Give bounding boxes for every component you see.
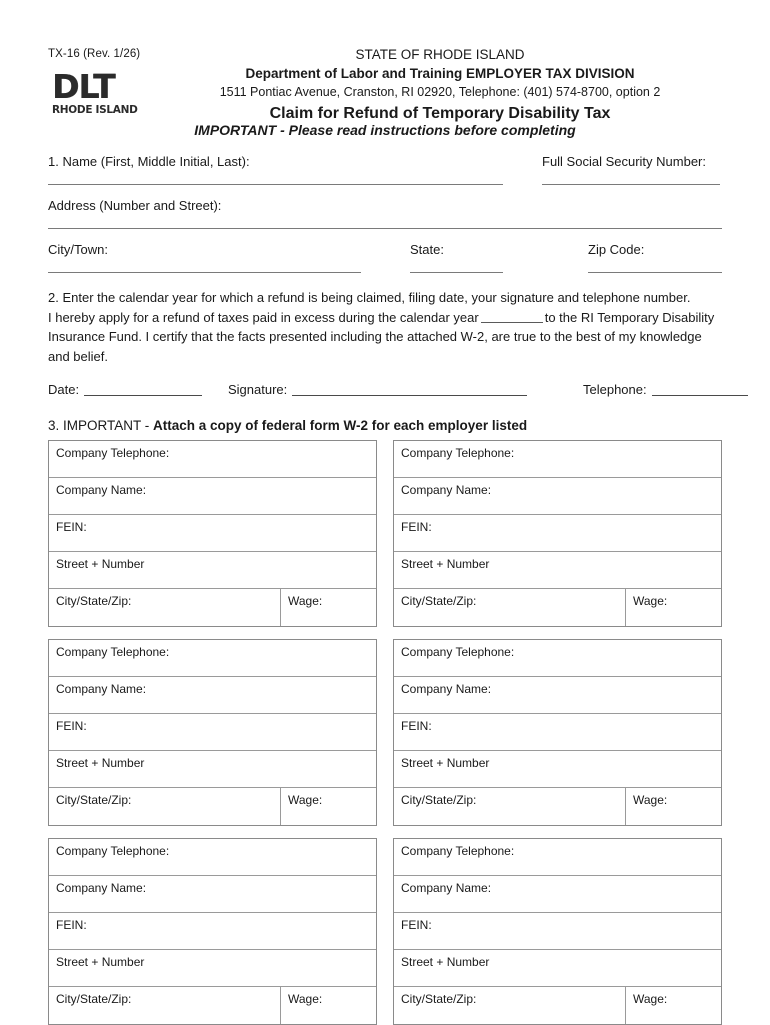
employer-city-state-zip-cell[interactable] (394, 788, 626, 825)
employer-company-name-row[interactable] (394, 478, 721, 515)
company-name-label: Company Name: (56, 483, 147, 497)
section-2-certification (0, 288, 770, 366)
fein-label: FEIN: (401, 520, 432, 534)
employer-city-state-zip-cell[interactable] (394, 987, 626, 1024)
date-input-line[interactable] (84, 382, 202, 396)
telephone-input-line[interactable] (652, 382, 748, 396)
employer-fein-row[interactable] (394, 913, 721, 950)
fein-label: FEIN: (401, 719, 432, 733)
employer-city-state-zip-cell[interactable] (49, 589, 281, 626)
city-input-line[interactable] (48, 272, 361, 273)
street-label: Street + Number (401, 557, 490, 571)
wage-label: Wage: (633, 992, 668, 1006)
logo-rhode-island-text: RHODE ISLAND (52, 104, 138, 116)
state-title: STATE OF RHODE ISLAND (355, 47, 525, 62)
city-state-zip-row (48, 242, 722, 286)
section-2-intro: 2. Enter the calendar year for which a refund is being claimed, filing date, your signature and telephone number. (48, 290, 691, 305)
employer-street-row[interactable] (394, 950, 721, 987)
name-label: 1. Name (First, Middle Initial, Last): (48, 154, 250, 169)
employer-company-telephone-row[interactable] (49, 640, 376, 677)
city-state-zip-label: City/State/Zip: (401, 793, 477, 807)
employer-wage-cell[interactable] (626, 589, 721, 626)
employer-company-name-row[interactable] (49, 876, 376, 913)
employer-city-wage-row (394, 788, 721, 825)
company-name-label: Company Name: (401, 483, 492, 497)
employer-group (48, 639, 722, 826)
wage-label: Wage: (633, 594, 668, 608)
employer-block (393, 838, 722, 1025)
city-state-zip-label: City/State/Zip: (401, 992, 477, 1006)
employer-fein-row[interactable] (49, 714, 376, 751)
employer-fein-row[interactable] (49, 913, 376, 950)
date-label: Date: (48, 382, 80, 397)
employer-wage-cell[interactable] (626, 788, 721, 825)
employer-street-row[interactable] (49, 751, 376, 788)
employer-block (393, 639, 722, 826)
city-state-zip-label: City/State/Zip: (56, 793, 132, 807)
state-label: State: (410, 242, 444, 257)
fein-label: FEIN: (401, 918, 432, 932)
form-header (0, 0, 770, 122)
employer-wage-cell[interactable] (281, 987, 376, 1024)
signature-label: Signature: (228, 382, 288, 397)
fein-label: FEIN: (56, 918, 87, 932)
employer-company-name-row[interactable] (49, 677, 376, 714)
logo-dlt-text: DLT (52, 67, 115, 106)
company-telephone-label: Company Telephone: (401, 446, 515, 460)
employer-company-name-row[interactable] (394, 677, 721, 714)
section-3-prefix: 3. IMPORTANT - (48, 418, 154, 433)
company-telephone-label: Company Telephone: (56, 446, 170, 460)
date-field (48, 382, 202, 397)
employer-company-telephone-row[interactable] (49, 839, 376, 876)
employer-block (48, 838, 377, 1025)
section-2-body-before: I hereby apply for a refund of taxes paid in excess during the calendar year (48, 309, 479, 325)
section-1-identification (0, 154, 770, 286)
section-3-heading (0, 418, 770, 433)
employer-fein-row[interactable] (49, 515, 376, 552)
company-name-label: Company Name: (56, 682, 147, 696)
signature-field (228, 382, 527, 397)
wage-label: Wage: (288, 793, 323, 807)
ssn-label: Full Social Security Number: (542, 154, 706, 169)
employer-wage-cell[interactable] (281, 589, 376, 626)
company-name-label: Company Name: (401, 682, 492, 696)
employer-city-wage-row (394, 987, 721, 1024)
employer-fein-row[interactable] (394, 515, 721, 552)
street-label: Street + Number (401, 955, 490, 969)
company-name-label: Company Name: (401, 881, 492, 895)
zip-label: Zip Code: (588, 242, 645, 257)
employer-street-row[interactable] (49, 950, 376, 987)
street-label: Street + Number (401, 756, 490, 770)
header-titles (140, 46, 740, 126)
telephone-label: Telephone: (583, 382, 647, 397)
section-2-body-after: to the RI Temporary Disability Insurance Fund. I certify that the facts presented including the attached W-2, are true to the best of my knowledge and belief. (48, 309, 715, 364)
zip-input-line[interactable] (588, 272, 722, 273)
employer-company-name-row[interactable] (394, 876, 721, 913)
employer-company-telephone-row[interactable] (394, 839, 721, 876)
street-label: Street + Number (56, 955, 145, 969)
employer-street-row[interactable] (394, 751, 721, 788)
form-code: TX-16 (Rev. 1/26) (48, 48, 141, 60)
name-ssn-row (48, 154, 722, 198)
wage-label: Wage: (288, 992, 323, 1006)
employer-wage-cell[interactable] (626, 987, 721, 1024)
city-label: City/Town: (48, 242, 108, 257)
employer-city-state-zip-cell[interactable] (49, 788, 281, 825)
ssn-input-line[interactable] (542, 184, 720, 185)
employer-street-row[interactable] (49, 552, 376, 589)
employer-company-telephone-row[interactable] (394, 640, 721, 677)
wage-label: Wage: (633, 793, 668, 807)
employer-blocks-area (0, 440, 770, 1025)
employer-group (48, 838, 722, 1025)
employer-city-wage-row (49, 788, 376, 825)
company-name-label: Company Name: (56, 881, 147, 895)
name-input-line[interactable] (48, 184, 503, 185)
dlt-logo (52, 67, 138, 120)
employer-street-row[interactable] (394, 552, 721, 589)
street-label: Street + Number (56, 756, 145, 770)
employer-company-telephone-row[interactable] (394, 441, 721, 478)
company-telephone-label: Company Telephone: (56, 844, 170, 858)
employer-city-state-zip-cell[interactable] (49, 987, 281, 1024)
department-title: Department of Labor and Training EMPLOYER TAX DIVISION (245, 66, 635, 81)
telephone-field (583, 382, 748, 397)
street-label: Street + Number (56, 557, 145, 571)
city-state-zip-label: City/State/Zip: (56, 992, 132, 1006)
wage-label: Wage: (288, 594, 323, 608)
form-title: Claim for Refund of Temporary Disability Tax (269, 105, 611, 122)
address-input-line[interactable] (48, 228, 722, 229)
section-3-bold: Attach a copy of federal form W-2 for each employer listed (153, 418, 528, 433)
address-line: 1511 Pontiac Avenue, Cranston, RI 02920, Telephone: (401) 574-8700, option 2 (219, 85, 661, 99)
city-state-zip-label: City/State/Zip: (56, 594, 132, 608)
employer-company-telephone-row[interactable] (49, 441, 376, 478)
calendar-year-blank[interactable] (481, 310, 543, 323)
employer-block (393, 440, 722, 627)
employer-city-wage-row (49, 987, 376, 1024)
fein-label: FEIN: (56, 719, 87, 733)
fein-label: FEIN: (56, 520, 87, 534)
company-telephone-label: Company Telephone: (56, 645, 170, 659)
employer-block (48, 639, 377, 826)
address-row (48, 198, 722, 242)
employer-city-state-zip-cell[interactable] (394, 589, 626, 626)
employer-fein-row[interactable] (394, 714, 721, 751)
employer-city-wage-row (49, 589, 376, 626)
employer-block (48, 440, 377, 627)
employer-city-wage-row (394, 589, 721, 626)
employer-group (48, 440, 722, 627)
state-input-line[interactable] (410, 272, 503, 273)
date-signature-telephone-row (0, 382, 770, 412)
address-label: Address (Number and Street): (48, 198, 222, 213)
employer-wage-cell[interactable] (281, 788, 376, 825)
company-telephone-label: Company Telephone: (401, 645, 515, 659)
important-instructions-note: IMPORTANT - Please read instructions before completing (194, 122, 576, 138)
signature-input-line[interactable] (292, 382, 527, 396)
company-telephone-label: Company Telephone: (401, 844, 515, 858)
section-2-body (48, 308, 722, 367)
city-state-zip-label: City/State/Zip: (401, 594, 477, 608)
employer-company-name-row[interactable] (49, 478, 376, 515)
